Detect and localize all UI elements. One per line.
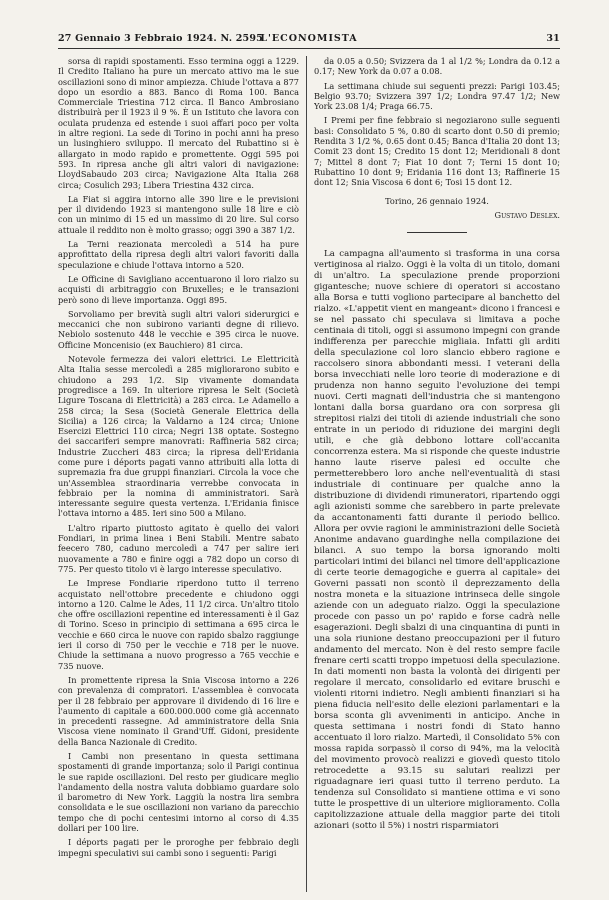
paragraph: Sorvoliamo per brevità sugli altri valori siderurgici e meccanici che non subirono varianti degne di rilievo. Nebiolo sostenuto 448 le vecchie e 395 circa le nuove. Officine Moncenisio (ex Bauchiero) 81 circa.	[58, 308, 299, 350]
paragraph: In promettente ripresa la Snia Viscosa intorno a 226 con prevalenza di compratori. L'assemblea è convocata per il 28 febbraio per approvare il dividendo di 16 lire e l'aumento di capitale a 600.000.000 come già accennato in precedenti rassegne. Ad amministratore della Snia Viscosa viene nominato il Grand'Uff. Gidoni, presidente della Banca Nazionale di Credito.	[58, 674, 299, 747]
page-number: 31	[546, 33, 560, 44]
right-column	[314, 56, 560, 896]
paragraph: I déports pagati per le proroghe per febbraio degli impegni speculativi sui cambi sono i seguenti: Parigi	[58, 837, 299, 858]
paragraph: La settimana chiude sui seguenti prezzi: Parigi 103.45; Belgio 93.70; Svizzera 397 1/2; Londra 97.47 1/2; New York 23.08 1/4; Praga 66.75.	[314, 80, 560, 112]
paragraph: Notevole fermezza dei valori elettrici. Le Elettricità Alta Italia sesse mercoledì a 285 migliorarono subito e chiudono a 293 1/2. Sip vivamente domandata progredisce a 169. In ulteriore ripresa le Selt (Società Ligure Toscana di Elettricità) a 283 circa. Le Adamello a 258 circa; la Sesa (Società Generale Elettrica della Sicilia) a 126 circa; la Valdarno a 124 circa; Unione Esercizi Elettrici 110 circa; Negri 138 optate. Sostegno dei saccariferi sempre manovrati: Raffineria 582 circa; Industrie Zuccheri 483 circa; la ripresa dell'Eridania come pure i déports pagati vanno attribuiti alla lotta di supremazia fra due gruppi finanziari. Circola la voce che un'Assemblea straordinaria verrebbe convocata in febbraio per la nomina di amministratori. Sarà interessante seguire questa vertenza. L'Eridania finisce l'ottava intorno a 485. Ieri sino 500 a Milano.	[58, 354, 299, 519]
article	[314, 249, 560, 832]
issue-date: 27 Gennaio 3 Febbraio 1924. N. 2595	[58, 33, 263, 44]
paragraph: La campagna all'aumento si trasforma in una corsa vertiginosa al rialzo. Oggi è la volta di un titolo, domani di un'altro. La speculazione prende proporzioni gigantesche; nuove schiere di operatori si accostano alla Borsa e tutti vogliono partecipare al banchetto del rialzo. «L'appetit vient en mangeant» dicono i francesi e se nel passato chi speculava si limitava a poche centinaia di titoli, oggi si assumono impegni con grande indifferenza per parecchie migliaia. Infatti gli arditi della speculazione col loro slancio ebbero ragione e raccolsero sinora abbondanti messi. I veterani della borsa invecchiati nelle loro teorie di moderazione e di prudenza non hanno seguito l'evoluzione dei tempi nuovi. Certi magnati dell'industria che si mantengono lontani dalla borsa guardano ora con sorpresa gli strepitosi rialzi dei titoli di aziende industriali che sono entrate in un periodo di riduzione dei margini degli utili, e che già debbono lottare coll'accanita concorrenza estera. Ma si risponde che queste industrie hanno laute riserve palesi ed occulte che permetterebbero loro anche nell'eventualità di stasi industriale di continuare per qualche anno la distribuzione di dividendi rimuneratori, ripartendo oggi agli azionisti somme che sarebbero in parte prelevate da accantonamenti fatti durante il periodo bellico. Allora per ovvie ragioni le amministrazioni delle Società Anonime andavano guardinghe nella compilazione dei bilanci. A suo tempo la borsa ignorando molti particolari intimi dei bilanci nel timore dell'applicazione di certe teorie demagogiche e guerra al capitale» dei Governi passati non scontò il deprezzamento della nostra moneta e la situazione intrinseca delle singole aziende con un adeguato rialzo. Oggi la speculazione procede con passo un po' rapido e forse cadrà nelle esagerazioni. Degli sbalzi di una cinquantina di punti in una sola riunione destano preoccupazioni per il futuro andamento del mercato. Non è del resto sempre facile frenare certi scatti troppo impetuosi della speculazione. In dati momenti non basta la volontà dei dirigenti per regolare il mercato, consolidarlo ed evitare bruschi e violenti ritorni indietro. Negli ambienti finanziari si ha piena fiducia nell'esito delle elezioni parlamentari e la borsa sconta gli avvenimenti in anticipo. Anche in questa settimana i nostri fondi di Stato hanno accentuato il loro rialzo. Martedì, il Consolidato 5% con mossa rapida sorpassò il corso di 94%, ma la velocità del movimento provocò realizzi e giovedì questo titolo retrocedette a 93.15 su salutari realizzi per riguadagnare ieri quasi tutto il terreno perduto. La tendenza sul Consolidato si mantiene ottima e vi sono tutte le prospettive di un ulteriore miglioramento. Colla capitolizzazione attuale della maggior parte dei titoli azionari (sotto il 5%) i nostri risparmiatori	[314, 249, 560, 832]
paragraph: La Terni reazionata mercoledì a 514 ha pure approfittato della ripresa degli altri valori favoriti dalla speculazione e chiude l'ottava intorno a 520.	[58, 239, 299, 270]
paragraph: L'altro riparto piuttosto agitato è quello dei valori Fondiari, in prima linea i Beni Stabili. Mentre sabato feecero 780, caduno mercoledì a 747 per salire ieri nuovamente a 780 e finire oggi a 782 dopo un corso di 775. Per questo titolo vi è largo interesse speculativo.	[58, 522, 299, 574]
paragraph: da 0.05 a 0.50; Svizzera da 1 al 1/2 %; Londra da 0.12 a 0.17; New York da 0.07 a 0.08.	[314, 56, 560, 77]
paragraph: Le Officine di Savigliano accentuarono il loro rialzo su acquisti di arbitraggio con Bruxelles; e le transazioni però sono di lieve importanza. Oggi 895.	[58, 273, 299, 305]
column-divider	[306, 56, 307, 892]
running-header	[58, 32, 560, 49]
left-column	[58, 56, 299, 896]
paragraph: Le Imprese Fondiarie riperdono tutto il terreno acquistato nell'ottobre precedente e chiudono oggi intorno a 120. Calme le Ades, 11 1/2 circa. Un'altro titolo che offre oscillazioni repentine ed interessamenti è il Gaz di Torino. Sceso in principio di settimana a 695 circa le vecchie e 660 circa le nuove con rapido sbalzo raggiunge ieri il corso di 750 per le vecchie e 718 per le nuove. Chiude la settimana a nuovo progresso a 765 vecchie e 735 nuove.	[58, 578, 299, 671]
paragraph: I Cambi non presentano in questa settimana spostamenti di grande importanza; solo il Parigi continua le sue rapide oscillazioni. Del resto per giudicare meglio l'andamento della nostra valuta dobbiamo guardare solo il barometro di New York. Laggiù la nostra lira sembra consolidata e le sue oscillazioni non variano da parecchio tempo che di pochi centesimi intorno al corso di 4.35 dollari per 100 lire.	[58, 751, 299, 834]
section-rule	[407, 232, 467, 233]
paragraph: La Fiat si aggira intorno alle 390 lire e le previsioni per il dividendo 1923 si mantengono sulle 18 lire e ciò con un minimo di 15 ed un massimo di 20 lire. Sul corso attuale il reddito non è molto grasso; oggi 390 a 387 1/2.	[58, 193, 299, 235]
paragraph: sorsa di rapidi spostamenti. Esso termina oggi a 1229. Il Credito Italiano ha pure un mercato attivo ma le sue oscillazioni sono di minor ampiezza. Chiude l'ottava a 877 dopo un esordio a 883. Banco di Roma 100. Banca Commerciale Triestina 712 circa. Il Banco Ambrosiano distribuirà per il 1923 il 9 %. È un Istituto che lavora con oculata prudenza ed estende i suoi affari poco per volta in altre regioni. La sede di Torino in pochi anni ha preso un lusinghiero sviluppo. Il mercato del Rubattino si è allargato in modo rapido e promettente. Oggi 595 poi 593. In ripresa anche gli altri valori di navigazione: LloydSabaudo 203 circa; Navigazione Alta Italia 268 circa; Cosulich 293; Libera Triestina 432 circa.	[58, 56, 299, 190]
author-signature: Gustavo Deslex.	[494, 209, 560, 220]
journal-title: L'ECONOMISTA	[260, 33, 358, 44]
dateline: Torino, 26 gennaio 1924.	[385, 195, 489, 206]
paragraph: I Premi per fine febbraio si negoziarono sulle seguenti basi: Consolidato 5 %, 0.80 di scarto dont 0.50 di premio; Rendita 3 1/2 %, 0.65 dont 0.45; Banca d'Italia 20 dont 13; Comit 23 dont 15; Credito 15 dont 12; Meridionali 8 dont 7; Mittel 8 dont 7; Fiat 10 dont 7; Terni 15 dont 10; Rubattino 10 dont 9; Eridania 116 dont 13; Raffinerie 15 dont 12; Snia Viscosa 6 dont 6; Tosi 15 dont 12.	[314, 115, 560, 188]
